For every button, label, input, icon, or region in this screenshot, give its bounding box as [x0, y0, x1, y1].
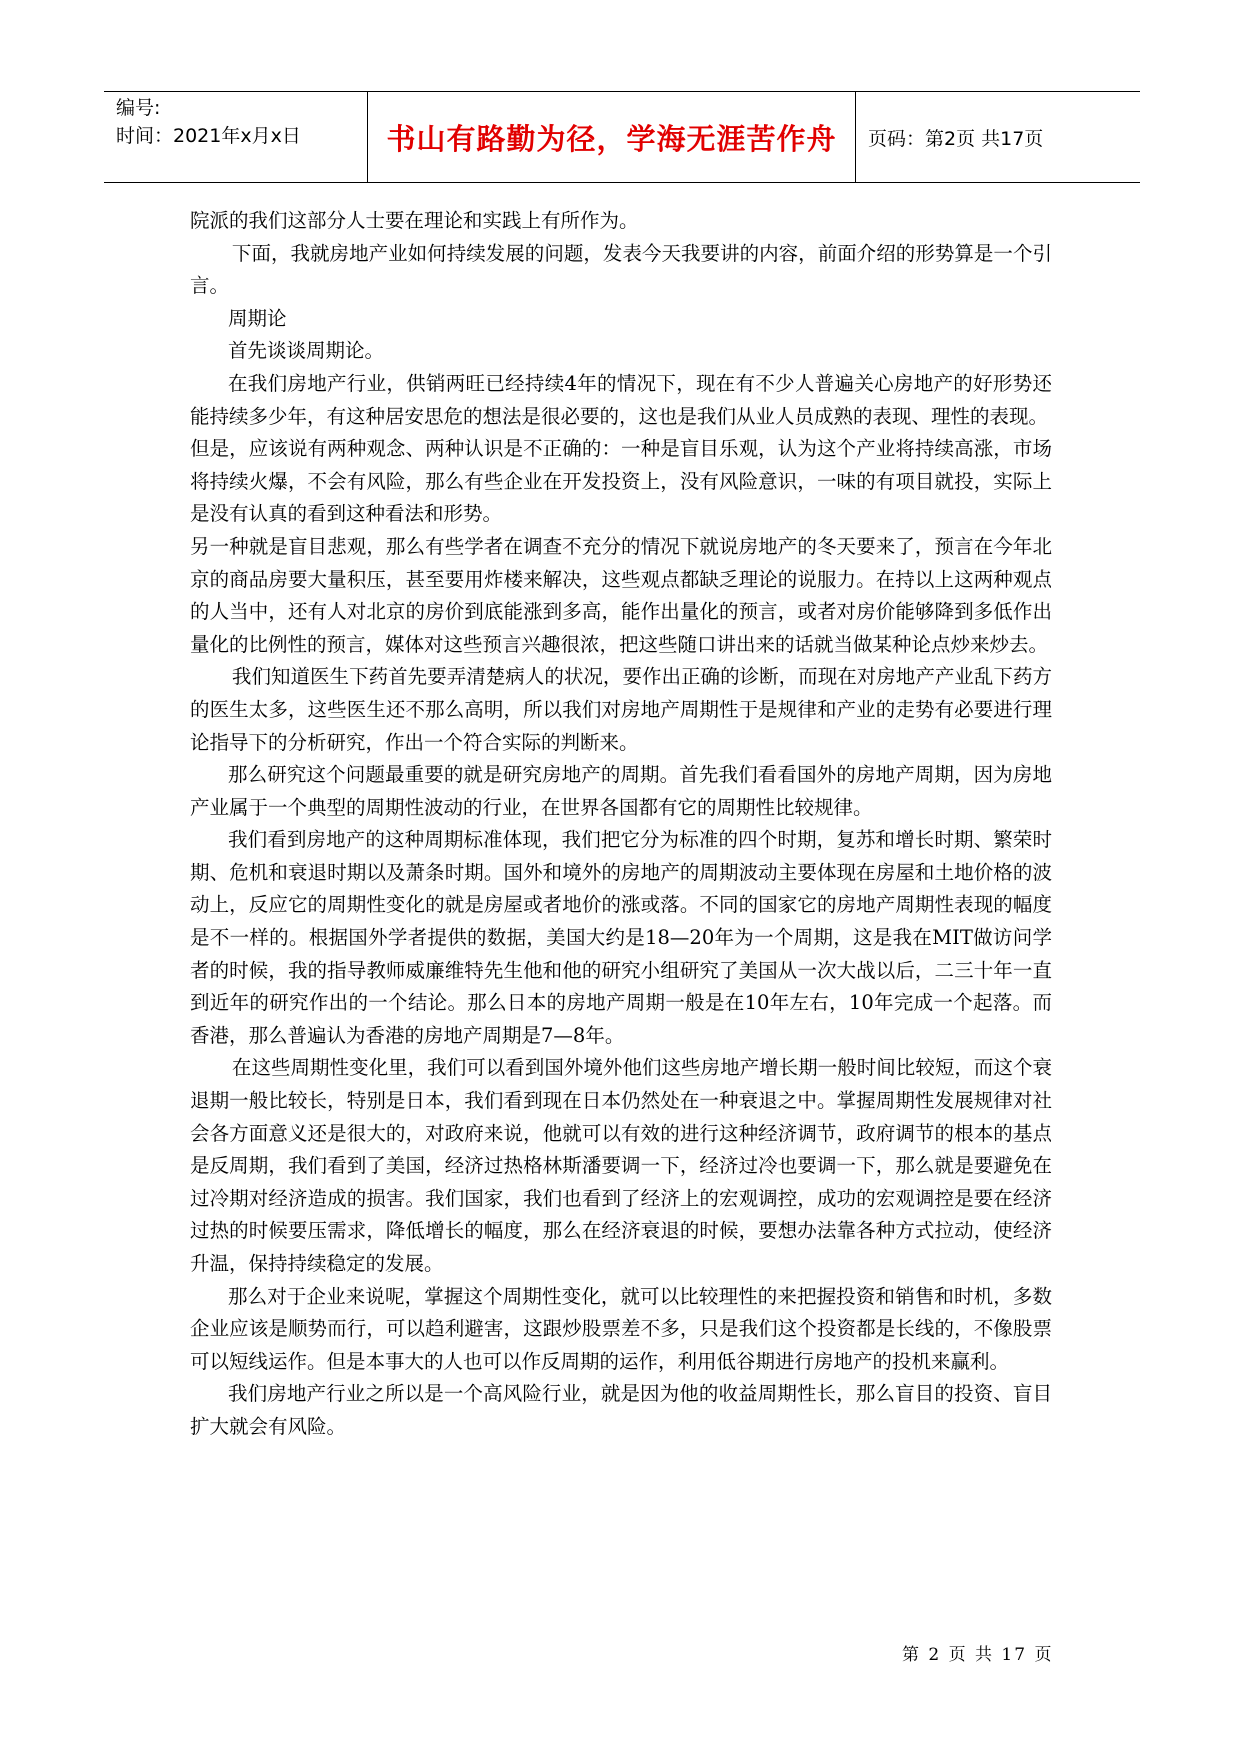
paragraph: 在我们房地产行业，供销两旺已经持续4年的情况下，现在有不少人普遍关心房地产的好形势还能持续多少年，有这种居安思危的想法是很必要的，这也是我们从业人员成熟的表现、理性的表现。: [190, 371, 1052, 428]
header-page-label: 页码：第2页 共17页: [868, 127, 1044, 150]
paragraph: 另一种就是盲目悲观，那么有些学者在调查不充分的情况下就说房地产的冬天要来了，预言在今年北京的商品房要大量积压，甚至要用炸楼来解决，这些观点都缺乏理论的说服力。在持以上这两种观点的人当中，还有人对北京的房价到底能涨到多高，能作出量化的预言，或者对房价能够降到多低作出量化的比例性的预言，媒体对这些预言兴趣很浓，把这些随口讲出来的话就当做某种论点炒来炒去。: [190, 534, 1052, 656]
footer-page-number: 第 2 页 共 17 页: [902, 1645, 1054, 1665]
paragraph: 我们知道医生下药首先要弄清楚病人的状况，要作出正确的诊断，而现在对房地产产业乱下药方的医生太多，这些医生还不那么高明，所以我们对房地产周期性于是规律和产业的走势有必要进行理论指导下的分析研究，作出一个符合实际的判断来。: [190, 665, 1052, 754]
paragraph: 那么研究这个问题最重要的就是研究房地产的周期。首先我们看看国外的房地产周期，因为房地产业属于一个典型的周期性波动的行业，在世界各国都有它的周期性比较规律。: [190, 763, 1052, 819]
header-meta: [104, 92, 368, 182]
paragraph: 那么对于企业来说呢，掌握这个周期性变化，就可以比较理性的来把握投资和销售和时机，多数企业应该是顺势而行，可以趋利避害，这跟炒股票差不多，只是我们这个投资都是长线的，不像股票可以短线运作。但是本事大的人也可以作反周期的运作，利用低谷期进行房地产的投机来赢利。: [190, 1284, 1052, 1373]
document-header: [104, 91, 1140, 183]
header-motto: 书山有路勤为径，学海无涯苦作舟: [368, 92, 856, 182]
paragraph: 下面，我就房地产业如何持续发展的问题，发表今天我要讲的内容，前面介绍的形势算是一个引言。: [190, 241, 1052, 298]
paragraph: 在这些周期性变化里，我们可以看到国外境外他们这些房地产增长期一般时间比较短，而这个衰退期一般比较长，特别是日本，我们看到现在日本仍然处在一种衰退之中。掌握周期性发展规律对社会各方面意义还是很大的，对政府来说，他就可以有效的进行这种经济调节，政府调节的根本的基点是反周期，我们看到了美国，经济过热格林斯潘要调一下，经济过冷也要调一下，那么就是要避免在过冷期对经济造成的损害。我们国家，我们也看到了经济上的宏观调控，成功的宏观调控是要在经济过热的时候要压需求，降低增长的幅度，那么在经济衰退的时候，要想办法靠各种方式拉动，使经济升温，保持持续稳定的发展。: [190, 1056, 1052, 1275]
document-time-label: 时间：2021年x月x日: [116, 125, 301, 147]
paragraph: 我们看到房地产的这种周期标准体现，我们把它分为标准的四个时期，复苏和增长时期、繁荣时期、危机和衰退时期以及萧条时期。国外和境外的房地产的周期波动主要体现在房屋和土地价格的波动上，反应它的周期性变化的就是房屋或者地价的涨或落。不同的国家它的房地产周期性表现的幅度是不一样的。根据国外学者提供的数据，美国大约是18—20年为一个周期，这是我在MIT做访问学者的时候，我的指导教师威廉维特先生他和他的研究小组研究了美国从一次大战以后，二三十年一直到近年的研究作出的一个结论。那么日本的房地产周期一般是在10年左右，10年完成一个起落。而香港，那么普遍认为香港的房地产周期是7—8年。: [190, 828, 1052, 1047]
document-body: [190, 205, 1052, 1444]
paragraph: 我们房地产行业之所以是一个高风险行业，就是因为他的收益周期性长，那么盲目的投资、盲目扩大就会有风险。: [190, 1382, 1052, 1438]
section-heading: 周期论: [228, 306, 287, 330]
paragraph: 但是，应该说有两种观念、两种认识是不正确的：一种是盲目乐观，认为这个产业将持续高涨，市场将持续火爆，不会有风险，那么有些企业在开发投资上，没有风险意识，一味的有项目就投，实际上是没有认真的看到这种看法和形势。: [190, 437, 1052, 526]
document-number-label: 编号:: [116, 97, 161, 119]
paragraph: 院派的我们这部分人士要在理论和实践上有所作为。: [190, 209, 639, 232]
paragraph: 首先谈谈周期论。: [228, 339, 385, 363]
